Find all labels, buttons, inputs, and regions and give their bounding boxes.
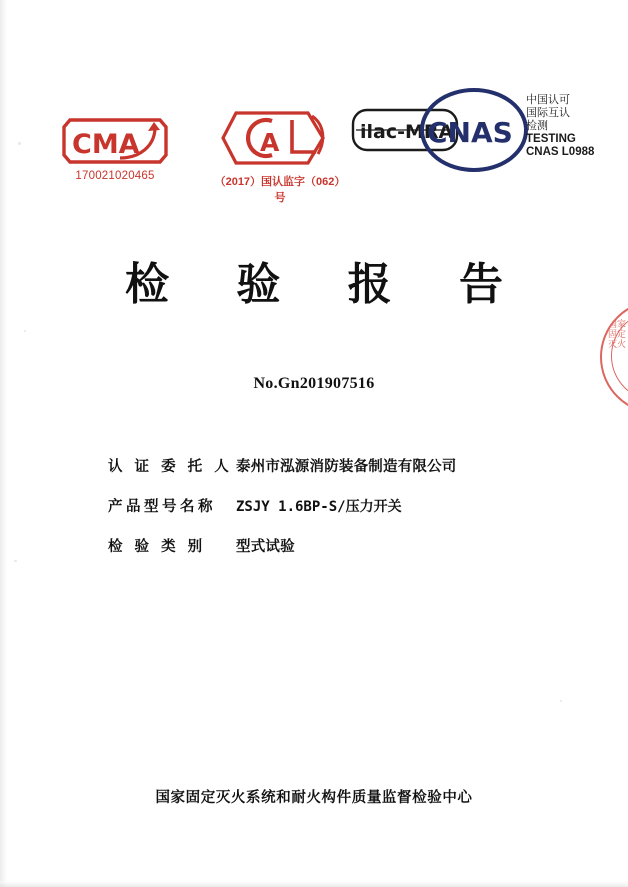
cnas-accreditation-text	[526, 94, 606, 160]
official-red-seal	[600, 300, 628, 414]
cnas-line-5: CNAS L0988	[526, 146, 595, 159]
svg-text:A: A	[260, 128, 280, 157]
report-fields	[108, 455, 548, 575]
cma-mark	[62, 118, 172, 182]
certification-marks-row	[0, 78, 628, 208]
field-row	[108, 455, 548, 477]
cnas-mark	[350, 88, 600, 198]
scan-edge-artifact-bottom	[0, 881, 628, 887]
svg-text:CNAS: CNAS	[427, 116, 513, 149]
seal-text: 国家固定灭火	[608, 320, 627, 351]
field-label-inspection-type: 检 验 类 别	[108, 539, 206, 555]
field-row	[108, 535, 548, 557]
cma-logo-icon	[62, 118, 168, 164]
cal-logo-icon	[220, 110, 338, 166]
svg-text:ilac-MRA: ilac-MRA	[360, 121, 454, 143]
cnas-line-1: 中国认可	[526, 94, 570, 106]
scan-speck	[560, 700, 562, 702]
cal-code-label: （2017）国认监字（062）号	[214, 176, 346, 204]
page-title: 检 验 报 告	[125, 259, 529, 310]
cnas-line-2: 国际互认	[526, 106, 570, 119]
scan-speck	[14, 560, 17, 562]
field-label-client: 认 证 委 托 人	[108, 459, 233, 475]
issuing-authority: 国家固定灭火系统和耐火构件质量监督检验中心	[155, 790, 473, 806]
scan-speck	[24, 330, 26, 332]
cma-code-label: 170021020465	[75, 170, 155, 182]
field-value-product: ZSJY 1.6BP-S/压力开关	[236, 499, 402, 515]
field-value-inspection-type: 型式试验	[236, 539, 295, 555]
cal-mark	[212, 110, 352, 205]
svg-text:CMA: CMA	[72, 129, 140, 160]
field-value-client: 泰州市泓源消防装备制造有限公司	[236, 459, 457, 475]
report-number: No.Gn201907516	[253, 375, 375, 392]
field-row	[108, 495, 548, 517]
ilac-mra-cnas-logo-icon	[350, 88, 530, 192]
field-label-product: 产品型号名称	[108, 499, 216, 515]
cnas-line-3: 检测	[526, 119, 548, 132]
cnas-line-4: TESTING	[526, 132, 576, 145]
